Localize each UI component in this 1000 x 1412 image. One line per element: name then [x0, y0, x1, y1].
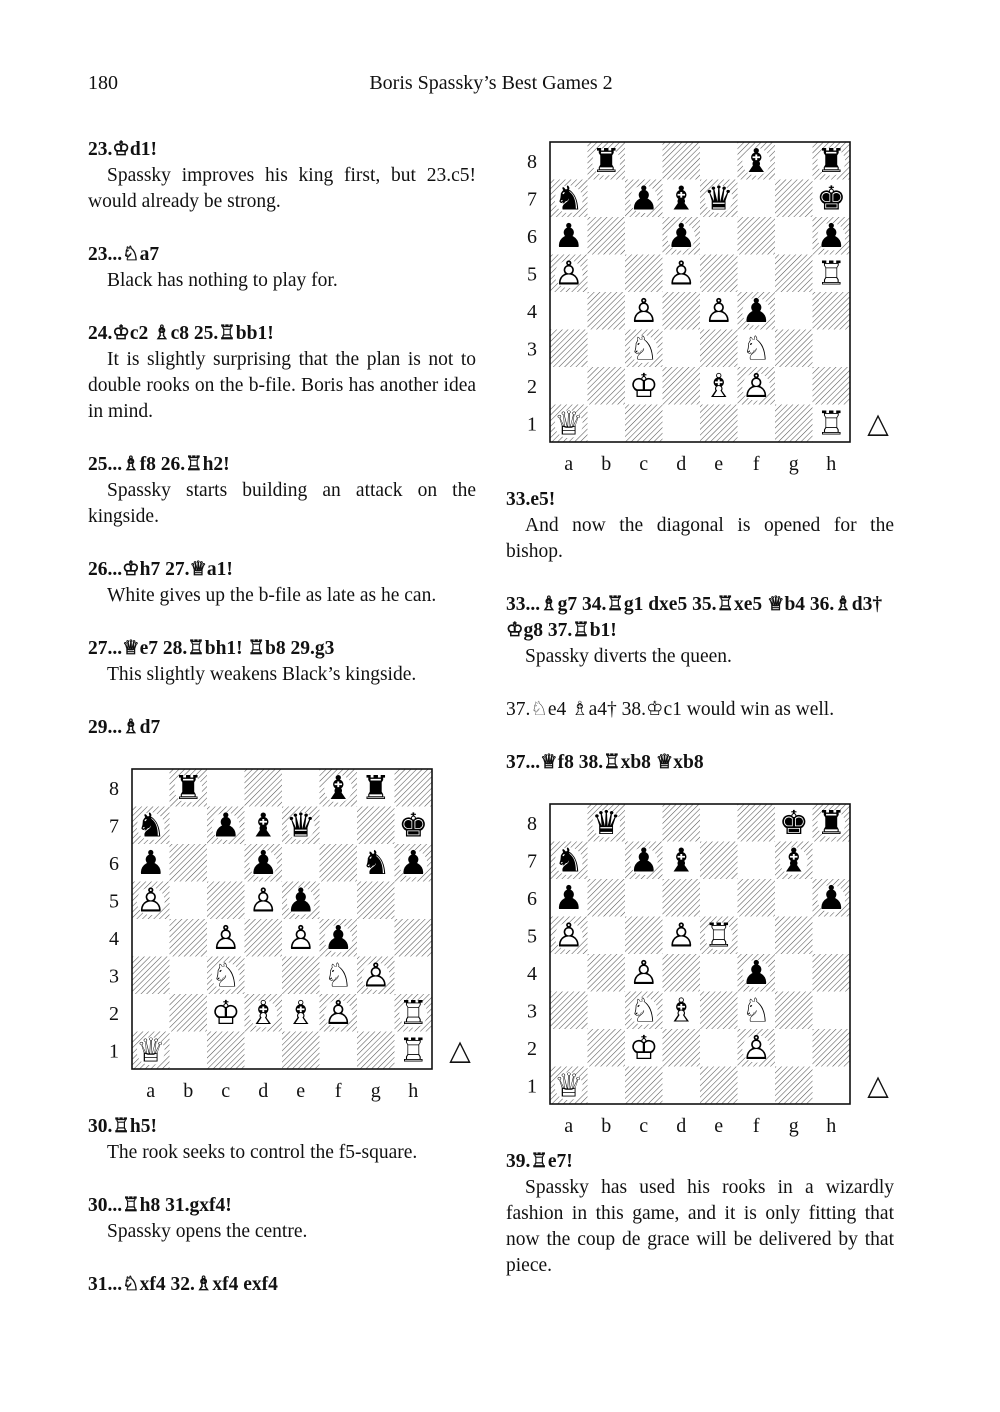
file-label: e: [714, 453, 724, 475]
comment: Spassky starts building an attack on the kingside.: [88, 480, 476, 527]
rank-label: 8: [527, 812, 537, 835]
move-line: 31...♘xf4 32.♗xf4 exf4: [88, 1274, 278, 1295]
comment: It is slightly surprising that the plan is not to double rooks on the b-file. Boris has another idea in mind.: [88, 349, 476, 422]
dark-square-g5: [357, 882, 395, 920]
comment: And now the diagonal is opened for the bishop.: [506, 515, 894, 562]
move-line: 39.♖e7!: [506, 1151, 573, 1172]
white-pawn-d5: ♙: [248, 880, 279, 920]
light-square-d3: [245, 957, 283, 995]
rank-label: 1: [109, 1040, 119, 1063]
dark-square-a3: [132, 957, 170, 995]
light-square-g6: [775, 217, 813, 255]
white-rook-e5: ♖: [703, 915, 734, 955]
dark-square-b6: [170, 844, 208, 882]
white-pawn-d5: ♙: [666, 915, 697, 955]
light-square-e4: [700, 954, 738, 992]
rank-label: 2: [527, 1037, 537, 1060]
light-square-b7: [588, 842, 626, 880]
white-rook-h2: ♖: [398, 992, 429, 1032]
dark-square-g7: [357, 807, 395, 845]
dark-square-d4: [245, 919, 283, 957]
dark-square-e1: [282, 1032, 320, 1070]
chess-diagram-3: [516, 800, 896, 1140]
move-line: 23.♔d1!: [88, 139, 157, 160]
dark-square-d2: [663, 367, 701, 405]
black-pawn-e5: ♟: [285, 880, 316, 920]
file-label: h: [826, 1115, 837, 1137]
light-square-g2: [775, 367, 813, 405]
dark-square-a3: [550, 992, 588, 1030]
dark-square-g1: [357, 1032, 395, 1070]
rank-label: 2: [527, 375, 537, 398]
black-knight-g6: ♞: [360, 842, 391, 882]
light-square-a4: [550, 292, 588, 330]
file-label: g: [788, 453, 799, 475]
light-square-g2: [357, 994, 395, 1032]
dark-square-b6: [588, 217, 626, 255]
light-square-e6: [700, 217, 738, 255]
chess-diagram-2: [98, 765, 478, 1105]
dark-square-e3: [700, 330, 738, 368]
light-square-a8: [550, 142, 588, 180]
right-column-bottom: [506, 1149, 894, 1279]
dark-square-f6: [320, 844, 358, 882]
comment: 37.♘e4 ♗a4† 38.♔c1 would win as well.: [506, 699, 835, 720]
white-pawn-a5: ♙: [135, 880, 166, 920]
rank-label: 3: [109, 965, 119, 988]
black-pawn-f4: ♟: [741, 290, 772, 330]
rank-label: 1: [527, 1075, 537, 1098]
white-pawn-d5: ♙: [666, 253, 697, 293]
rank-label: 1: [527, 413, 537, 436]
white-king-c2: ♔: [210, 992, 241, 1032]
move-line: 24.♔c2 ♗c8 25.♖bb1!: [88, 323, 274, 344]
white-queen-a1: ♕: [553, 403, 584, 443]
dark-square-g3: [775, 992, 813, 1030]
light-square-d3: [663, 330, 701, 368]
dark-square-b2: [588, 367, 626, 405]
chessboard: [516, 800, 896, 1140]
file-label: f: [752, 453, 760, 475]
black-rook-h8: ♜: [816, 802, 847, 842]
dark-square-c1: [207, 1032, 245, 1070]
black-bishop-g7: ♝: [778, 840, 809, 880]
white-pawn-a5: ♙: [553, 253, 584, 293]
chessboard: [98, 765, 478, 1105]
file-label: d: [258, 1080, 269, 1102]
dark-square-e3: [282, 957, 320, 995]
light-square-h7: [813, 842, 851, 880]
light-square-a4: [132, 919, 170, 957]
comment: Spassky improves his king first, but 23.c5! would already be strong.: [88, 165, 476, 212]
light-square-b1: [588, 1067, 626, 1105]
move-line: 30...♖h8 31.gxf4!: [88, 1195, 232, 1216]
file-label: g: [370, 1080, 381, 1102]
black-pawn-d6: ♟: [248, 842, 279, 882]
file-label: c: [221, 1080, 231, 1102]
light-square-g2: [775, 1029, 813, 1067]
white-rook-h1: ♖: [816, 403, 847, 443]
comment: Black has nothing to play for.: [107, 270, 338, 291]
dark-square-d6: [663, 879, 701, 917]
move-line: 33...♗g7 34.♖g1 dxe5 35.♖xe5 ♕b4 36.♗d3† ♔g8 37.♖b1!: [506, 594, 883, 641]
white-knight-f3: ♘: [741, 328, 772, 368]
comment: Spassky has used his rooks in a wizardly fashion in this game, and it is only fitting that now the coup de grace will be delivered by that piece.: [506, 1177, 894, 1276]
black-pawn-c7: ♟: [628, 178, 659, 218]
white-knight-f3: ♘: [741, 990, 772, 1030]
comment: The rook seeks to control the f5-square.: [107, 1142, 418, 1163]
rank-label: 4: [109, 927, 119, 950]
dark-square-c5: [625, 917, 663, 955]
white-knight-c3: ♘: [210, 955, 241, 995]
light-square-b7: [588, 180, 626, 218]
dark-square-d8: [663, 804, 701, 842]
chessboard: [516, 138, 896, 478]
light-square-a8: [132, 769, 170, 807]
light-square-f7: [738, 180, 776, 218]
light-square-d1: [663, 405, 701, 443]
file-label: a: [146, 1080, 156, 1102]
light-square-c8: [625, 804, 663, 842]
light-square-d1: [245, 1032, 283, 1070]
white-rook-h1: ♖: [398, 1030, 429, 1070]
light-square-e6: [282, 844, 320, 882]
page-number: 180: [88, 72, 118, 94]
comment: Spassky diverts the queen.: [525, 646, 732, 667]
rank-label: 7: [527, 188, 537, 211]
rank-label: 3: [527, 1000, 537, 1023]
light-square-h3: [813, 330, 851, 368]
black-knight-a7: ♞: [135, 805, 166, 845]
light-square-e8: [700, 804, 738, 842]
light-square-h1: [813, 1067, 851, 1105]
file-label: c: [639, 453, 649, 475]
black-pawn-d6: ♟: [666, 215, 697, 255]
white-pawn-c4: ♙: [628, 952, 659, 992]
dark-square-f8: [738, 804, 776, 842]
white-pawn-a5: ♙: [553, 915, 584, 955]
black-pawn-h6: ♟: [816, 877, 847, 917]
left-column: [88, 137, 476, 741]
black-knight-a7: ♞: [553, 840, 584, 880]
black-bishop-d7: ♝: [666, 840, 697, 880]
light-square-b5: [588, 917, 626, 955]
white-queen-a1: ♕: [553, 1065, 584, 1105]
rank-label: 5: [109, 890, 119, 913]
file-label: h: [408, 1080, 419, 1102]
rank-label: 4: [527, 962, 537, 985]
black-queen-e7: ♛: [703, 178, 734, 218]
dark-square-b2: [170, 994, 208, 1032]
light-square-f1: [738, 1067, 776, 1105]
dark-square-h8: [395, 769, 433, 807]
dark-square-d2: [663, 1029, 701, 1067]
light-square-g4: [357, 919, 395, 957]
file-label: g: [788, 1115, 799, 1137]
chess-diagram-1: [516, 138, 896, 478]
black-queen-b8: ♛: [591, 802, 622, 842]
light-square-b1: [588, 405, 626, 443]
black-rook-g8: ♜: [360, 767, 391, 807]
light-square-h3: [395, 957, 433, 995]
move-line: 33.e5!: [506, 489, 556, 510]
file-label: f: [334, 1080, 342, 1102]
black-pawn-c7: ♟: [628, 840, 659, 880]
light-square-a2: [132, 994, 170, 1032]
dark-square-d8: [663, 142, 701, 180]
dark-square-e1: [700, 1067, 738, 1105]
light-square-f7: [320, 807, 358, 845]
dark-square-b4: [170, 919, 208, 957]
dark-square-h2: [813, 1029, 851, 1067]
black-pawn-a6: ♟: [553, 877, 584, 917]
light-square-f1: [738, 405, 776, 443]
dark-square-b4: [588, 954, 626, 992]
file-label: b: [601, 453, 612, 475]
light-square-d1: [663, 1067, 701, 1105]
move-line: 30.♖h5!: [88, 1116, 157, 1137]
white-to-move-indicator: △: [867, 406, 889, 440]
white-pawn-c4: ♙: [210, 917, 241, 957]
dark-square-b6: [588, 879, 626, 917]
light-square-a2: [550, 1029, 588, 1067]
light-square-h5: [395, 882, 433, 920]
dark-square-h4: [395, 919, 433, 957]
rank-label: 6: [109, 852, 119, 875]
dark-square-h4: [813, 292, 851, 330]
rank-label: 8: [109, 777, 119, 800]
light-square-b3: [588, 992, 626, 1030]
dark-square-h2: [813, 367, 851, 405]
dark-square-g1: [775, 405, 813, 443]
move-line: 27...♕e7 28.♖bh1! ♖b8 29.g3: [88, 638, 335, 659]
dark-square-g1: [775, 1067, 813, 1105]
dark-square-c1: [625, 405, 663, 443]
move-line: 26...♔h7 27.♕a1!: [88, 559, 233, 580]
rank-label: 6: [527, 225, 537, 248]
right-column-middle: [506, 487, 894, 776]
light-square-b1: [170, 1032, 208, 1070]
file-label: a: [564, 453, 574, 475]
file-label: b: [183, 1080, 194, 1102]
black-king-h7: ♚: [398, 805, 429, 845]
light-square-e6: [700, 879, 738, 917]
dark-square-e1: [700, 405, 738, 443]
rank-label: 3: [527, 338, 537, 361]
light-square-b7: [170, 807, 208, 845]
dark-square-d8: [245, 769, 283, 807]
light-square-f7: [738, 842, 776, 880]
light-square-e8: [282, 769, 320, 807]
white-king-c2: ♔: [628, 1027, 659, 1067]
white-pawn-e4: ♙: [285, 917, 316, 957]
light-square-c6: [625, 879, 663, 917]
white-to-move-indicator: △: [449, 1033, 471, 1067]
move-line: 23...♘a7: [88, 244, 160, 265]
black-pawn-h6: ♟: [398, 842, 429, 882]
black-bishop-f8: ♝: [741, 140, 772, 180]
rank-label: 6: [527, 887, 537, 910]
light-square-b5: [588, 255, 626, 293]
white-knight-c3: ♘: [628, 328, 659, 368]
black-pawn-a6: ♟: [553, 215, 584, 255]
comment: This slightly weakens Black’s kingside.: [107, 664, 417, 685]
file-label: e: [296, 1080, 306, 1102]
page-header: [88, 72, 894, 96]
light-square-g4: [775, 954, 813, 992]
rank-label: 7: [527, 850, 537, 873]
dark-square-e5: [700, 255, 738, 293]
rank-label: 5: [527, 263, 537, 286]
light-square-h5: [813, 917, 851, 955]
rank-label: 8: [527, 150, 537, 173]
white-bishop-d3: ♗: [666, 990, 697, 1030]
black-rook-b8: ♜: [591, 140, 622, 180]
black-pawn-f4: ♟: [323, 917, 354, 957]
rank-label: 7: [109, 815, 119, 838]
light-square-b3: [170, 957, 208, 995]
left-column-after: [88, 1114, 476, 1298]
black-pawn-a6: ♟: [135, 842, 166, 882]
black-bishop-f8: ♝: [323, 767, 354, 807]
dark-square-a3: [550, 330, 588, 368]
light-square-b3: [588, 330, 626, 368]
rank-label: 4: [527, 300, 537, 323]
light-square-g6: [775, 879, 813, 917]
light-square-e8: [700, 142, 738, 180]
white-knight-c3: ♘: [628, 990, 659, 1030]
comment: Spassky opens the centre.: [107, 1221, 308, 1242]
light-square-h3: [813, 992, 851, 1030]
black-bishop-d7: ♝: [666, 178, 697, 218]
light-square-c8: [625, 142, 663, 180]
light-square-b5: [170, 882, 208, 920]
white-bishop-e2: ♗: [285, 992, 316, 1032]
white-pawn-f2: ♙: [741, 365, 772, 405]
light-square-c6: [207, 844, 245, 882]
file-label: b: [601, 1115, 612, 1137]
book-title: Boris Spassky’s Best Games 2: [369, 72, 613, 94]
rank-label: 5: [527, 925, 537, 948]
black-king-h7: ♚: [816, 178, 847, 218]
black-queen-e7: ♛: [285, 805, 316, 845]
white-bishop-d2: ♗: [248, 992, 279, 1032]
move-line: 25...♗f8 26.♖h2!: [88, 454, 230, 475]
black-pawn-f4: ♟: [741, 952, 772, 992]
dark-square-g7: [775, 180, 813, 218]
dark-square-d4: [663, 292, 701, 330]
light-square-a2: [550, 367, 588, 405]
move-line: 29...♗d7: [88, 717, 161, 738]
dark-square-d4: [663, 954, 701, 992]
white-pawn-e4: ♙: [703, 290, 734, 330]
dark-square-b4: [588, 292, 626, 330]
white-rook-h5: ♖: [816, 253, 847, 293]
dark-square-c5: [625, 255, 663, 293]
white-pawn-f2: ♙: [741, 1027, 772, 1067]
black-pawn-h6: ♟: [816, 215, 847, 255]
light-square-a4: [550, 954, 588, 992]
dark-square-f6: [738, 217, 776, 255]
light-square-f5: [320, 882, 358, 920]
file-label: e: [714, 1115, 724, 1137]
black-knight-a7: ♞: [553, 178, 584, 218]
light-square-g8: [775, 142, 813, 180]
dark-square-h4: [813, 954, 851, 992]
white-queen-a1: ♕: [135, 1030, 166, 1070]
light-square-f5: [738, 255, 776, 293]
light-square-e2: [700, 1029, 738, 1067]
dark-square-g5: [775, 917, 813, 955]
white-pawn-c4: ♙: [628, 290, 659, 330]
light-square-g4: [775, 292, 813, 330]
rank-label: 2: [109, 1002, 119, 1025]
comment: White gives up the b-file as late as he can.: [107, 585, 437, 606]
dark-square-f6: [738, 879, 776, 917]
black-king-g8: ♚: [778, 802, 809, 842]
dark-square-g5: [775, 255, 813, 293]
white-bishop-e2: ♗: [703, 365, 734, 405]
file-label: c: [639, 1115, 649, 1137]
dark-square-b2: [588, 1029, 626, 1067]
white-pawn-f2: ♙: [323, 992, 354, 1032]
white-king-c2: ♔: [628, 365, 659, 405]
dark-square-c1: [625, 1067, 663, 1105]
file-label: d: [676, 453, 687, 475]
light-square-c8: [207, 769, 245, 807]
file-label: a: [564, 1115, 574, 1137]
light-square-f1: [320, 1032, 358, 1070]
file-label: d: [676, 1115, 687, 1137]
dark-square-e7: [700, 842, 738, 880]
black-bishop-d7: ♝: [248, 805, 279, 845]
dark-square-c5: [207, 882, 245, 920]
dark-square-g3: [775, 330, 813, 368]
dark-square-e3: [700, 992, 738, 1030]
white-to-move-indicator: △: [867, 1068, 889, 1102]
file-label: f: [752, 1115, 760, 1137]
white-knight-f3: ♘: [323, 955, 354, 995]
white-pawn-g3: ♙: [360, 955, 391, 995]
move-line: 37...♕f8 38.♖xb8 ♕xb8: [506, 752, 704, 773]
light-square-f5: [738, 917, 776, 955]
light-square-a8: [550, 804, 588, 842]
file-label: h: [826, 453, 837, 475]
black-pawn-c7: ♟: [210, 805, 241, 845]
black-rook-h8: ♜: [816, 140, 847, 180]
light-square-c6: [625, 217, 663, 255]
black-rook-b8: ♜: [173, 767, 204, 807]
